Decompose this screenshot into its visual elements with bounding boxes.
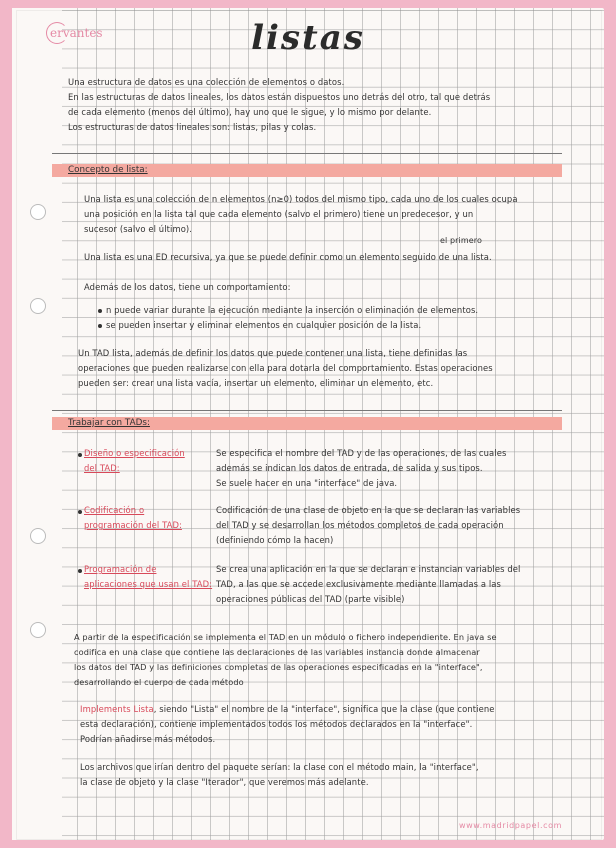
item-label: Programación de [84,564,157,574]
item-label: programación del TAD: [84,520,182,530]
item-label: aplicaciones que usan el TAD: [84,579,213,589]
intro-line: de cada elemento (menos del último), hay uno que le sigue, y lo mismo por delante. [68,107,432,117]
margin-annotation: el primero [440,236,482,245]
paragraph-line: esta declaración), contiene implementados todos los métodos declarados en la "interface". [80,719,473,729]
intro-line: Una estructura de datos es una colección de elementos o datos. [68,77,345,87]
item-text: (definiendo cómo la hacen) [216,535,334,545]
bullet-dot [98,309,102,313]
bullet-dot [78,510,82,514]
binder-hole [30,298,46,314]
paragraph-line: Los archivos que irían dentro del paquete serían: la clase con el método main, la "interface", [80,762,479,772]
binder-hole [30,528,46,544]
footer-url: www.madridpapel.com [458,821,562,830]
paragraph-line: sucesor (salvo el último). [84,224,193,234]
section-heading: Concepto de lista: [68,165,148,175]
paragraph-fragment: , siendo "Lista" el nombre de la "interface", significa que la clase (que contiene [153,704,495,714]
page-title: listas [251,18,365,58]
paragraph-line: Podrían añadirse más métodos. [80,734,216,744]
item-label: Diseño o especificación [84,448,185,458]
item-text: además se indican los datos de entrada, de salida y sus tipos. [216,463,483,473]
bullet-dot [78,453,82,457]
intro-line: Los estructuras de datos lineales son: listas, pilas y colas. [68,122,317,132]
paragraph-line: A partir de la especificación se implementa el TAD en un módulo o fichero independiente. En java se [74,632,497,642]
item-text: del TAD y se desarrollan los métodos completos de cada operación [216,520,504,530]
bullet-text: se pueden insertar y eliminar elementos en cualquier posición de la lista. [106,320,422,330]
item-label: Codificación o [84,505,145,515]
item-text: Se suele hacer en una "interface" de java. [216,478,398,488]
paragraph-line: Un TAD lista, además de definir los datos que puede contener una lista, tiene definidas las [78,348,468,358]
notebook-page [12,8,604,840]
item-label: del TAD: [84,463,120,473]
paragraph-line: Además de los datos, tiene un comportamiento: [84,282,291,292]
item-text: TAD, a las que se accede exclusivamente mediante llamadas a las [216,579,501,589]
paragraph-line: desarrollando el cuerpo de cada método [74,677,244,687]
section-heading: Trabajar con TADs: [68,418,150,428]
brand-logo: ervantes [50,26,103,40]
item-text: Se especifica el nombre del TAD y de las operaciones, de las cuales [216,448,507,458]
keyword-implements: Implements Lista [80,704,154,714]
section-divider [52,153,562,154]
item-text: operaciones públicas del TAD (parte visible) [216,594,405,604]
paragraph-line: pueden ser: crear una lista vacía, insertar un elemento, eliminar un elemento, etc. [78,378,434,388]
paragraph-line [80,702,495,717]
paragraph-line: la clase de objeto y la clase "Iterador", que veremos más adelante. [80,777,369,787]
paragraph-line: Una lista es una colección de n elementos (n≥0) todos del mismo tipo, cada uno de los cuales ocupa [84,194,518,204]
bullet-text: n puede variar durante la ejecución mediante la inserción o eliminación de elementos. [106,305,479,315]
bullet-dot [98,324,102,328]
section-divider [52,410,562,411]
binder-hole [30,622,46,638]
item-text: Se crea una aplicación en la que se declaran e instancian variables del [216,564,521,574]
item-text: Codificación de una clase de objeto en la que se declaran las variables [216,505,521,515]
paragraph-line: una posición en la lista tal que cada elemento (salvo el primero) tiene un predecesor, y un [84,209,474,219]
paragraph-line: Una lista es una ED recursiva, ya que se puede definir como un elemento seguido de una lista. [84,252,492,262]
binder-hole [30,204,46,220]
bullet-dot [78,569,82,573]
paragraph-line: operaciones que pueden realizarse con ella para dotarla del comportamiento. Estas operaciones [78,363,493,373]
intro-line: En las estructuras de datos lineales, los datos están dispuestos uno detrás del otro, tal que detrás [68,92,491,102]
paragraph-line: codifica en una clase que contiene las declaraciones de las variables instancia donde almacenar [74,647,480,657]
paragraph-line: los datos del TAD y las definiciones completas de las operaciones especificadas en la "interface", [74,662,483,672]
